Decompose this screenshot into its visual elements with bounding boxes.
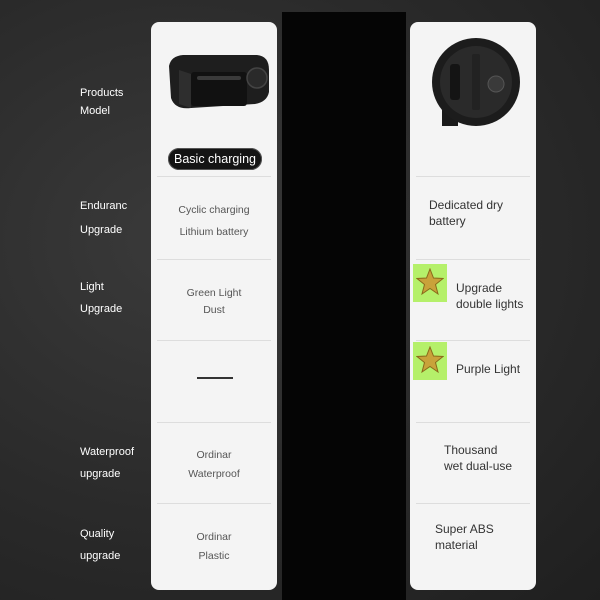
label-products-model: [80, 82, 123, 122]
cell-line: Dedicated dry: [429, 198, 504, 212]
star-icon: [416, 268, 444, 296]
label-line: Waterproof: [80, 446, 135, 458]
background-strip: [282, 12, 406, 600]
right-light-text: [456, 281, 536, 312]
cell-line: Thousand: [444, 443, 498, 457]
label-endurance: [80, 194, 127, 242]
label-quality: [80, 523, 120, 567]
cell-line: Ordinar: [196, 449, 232, 461]
cell-line: Lithium battery: [179, 226, 249, 238]
label-line: Products: [80, 87, 124, 99]
divider: [416, 259, 530, 260]
left-waterproof-text: [151, 446, 277, 484]
right-endurance-text: [429, 198, 536, 229]
star-icon: [416, 346, 444, 374]
cell-line: Super ABS: [435, 522, 494, 536]
cell-line: wet dual-use: [444, 458, 513, 473]
none-dash: [197, 377, 233, 379]
divider: [157, 340, 271, 341]
basic-model-card: [151, 22, 277, 590]
right-purple-light-text: [456, 362, 536, 378]
cell-line: Cyclic charging: [178, 204, 250, 216]
label-light: [80, 276, 122, 320]
label-line: Light: [80, 281, 104, 293]
cell-line: Ordinar: [196, 531, 232, 543]
cell-line: Plastic: [198, 550, 230, 562]
label-line: Model: [80, 105, 110, 117]
divider: [157, 259, 271, 260]
label-waterproof: [80, 441, 134, 485]
label-line: Enduranc: [80, 200, 128, 212]
cell-line: material: [435, 537, 478, 552]
label-line: Upgrade: [80, 224, 123, 236]
label-line: upgrade: [80, 550, 121, 562]
divider: [416, 176, 530, 177]
cell-line: Purple Light: [456, 362, 521, 376]
divider: [416, 503, 530, 504]
star-badge: [413, 264, 447, 302]
divider: [157, 503, 271, 504]
left-endurance-text: [151, 202, 277, 241]
label-line: upgrade: [80, 468, 121, 480]
basic-charging-badge: Basic charging: [168, 148, 262, 170]
label-line: Upgrade: [80, 303, 123, 315]
basic-device-image: [161, 52, 271, 114]
right-quality-text: [435, 522, 536, 553]
left-light-text: [151, 285, 277, 319]
cell-line: double lights: [456, 296, 524, 311]
upgrade-device-image: [428, 34, 522, 130]
divider: [157, 422, 271, 423]
divider: [416, 340, 530, 341]
cell-line: Dust: [203, 304, 225, 316]
divider: [157, 176, 271, 177]
left-quality-text: [151, 528, 277, 566]
right-waterproof-text: [444, 443, 536, 474]
star-badge: [413, 342, 447, 380]
cell-line: Upgrade: [456, 281, 503, 295]
divider: [416, 422, 530, 423]
cell-line: Waterproof: [188, 468, 240, 480]
label-line: Quality: [80, 528, 115, 540]
cell-line: battery: [429, 213, 466, 228]
cell-line: Green Light: [186, 287, 242, 299]
upgrade-model-card: [410, 22, 536, 590]
